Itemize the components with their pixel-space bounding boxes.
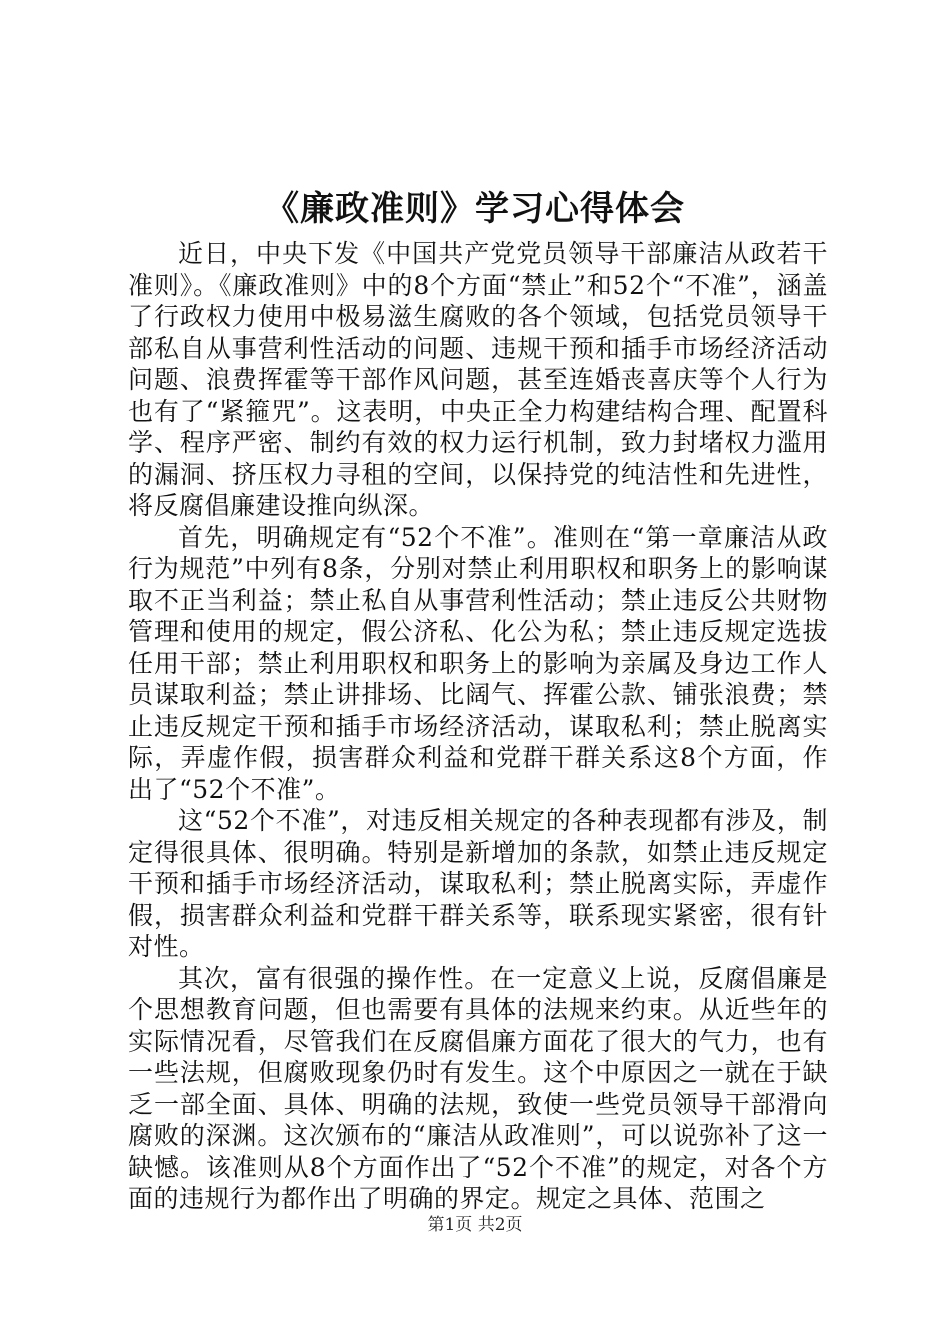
paragraph-intro: 近日，中央下发《中国共产党党员领导干部廉洁从政若干准则》。《廉政准则》中的8个方面“禁止”和52个“不准”，涵盖了行政权力使用中极易滋生腐败的各个领域，包括党员领导干部私自从事营利性活动的问题、违规干预和插手市场经济活动问题、浪费挥霍等干部作风问题，甚至连婚丧喜庆等个人行为也有了“紧箍咒”。这表明，中央正全力构建结构合理、配置科学、程序严密、制约有效的权力运行机制，致力封堵权力滥用的漏洞、挤压权力寻租的空间，以保持党的纯洁性和先进性，将反腐倡廉建设推向纵深。 (128, 239, 828, 520)
paragraph-second-point: 其次，富有很强的操作性。在一定意义上说，反腐倡廉是个思想教育问题，但也需要有具体的法规来约束。从近些年的实际情况看，尽管我们在反腐倡廉方面花了很大的气力，也有一些法规，但腐败现象仍时有发生。这个中原因之一就在于缺乏一部全面、具体、明确的法规，致使一些党员领导干部滑向腐败的深渊。这次颁布的“廉洁从政准则”，可以说弥补了这一缺憾。该准则从8个方面作出了“52个不准”的规定，对各个方面的违规行为都作出了明确的界定。规定之具体、范围之 (128, 963, 828, 1213)
paragraph-first-point: 首先，明确规定有“52个不准”。准则在“第一章廉洁从政行为规范”中列有8条，分别对禁止利用职权和职务上的影响谋取不正当利益；禁止私自从事营利性活动；禁止违反公共财物管理和使用的规定，假公济私、化公为私；禁止违反规定选拔任用干部；禁止利用职权和职务上的影响为亲属及身边工作人员谋取利益；禁止讲排场、比阔气、挥霍公款、铺张浪费；禁止违反规定干预和插手市场经济活动，谋取私利；禁止脱离实际，弄虚作假，损害群众利益和党群干群关系这8个方面，作出了“52个不准”。 (128, 522, 828, 804)
document-title: 《廉政准则》学习心得体会 (265, 189, 685, 229)
page-number-footer: 第1页 共2页 (427, 1215, 523, 1235)
document-body (128, 238, 828, 1215)
paragraph-52-rules: 这“52个不准”，对违反相关规定的各种表现都有涉及，制定得很具体、很明确。特别是新增加的条款，如禁止违反规定干预和插手市场经济活动，谋取私利；禁止脱离实际，弄虚作假，损害群众利益和党群干群关系等，联系现实紧密，很有针对性。 (128, 806, 828, 961)
